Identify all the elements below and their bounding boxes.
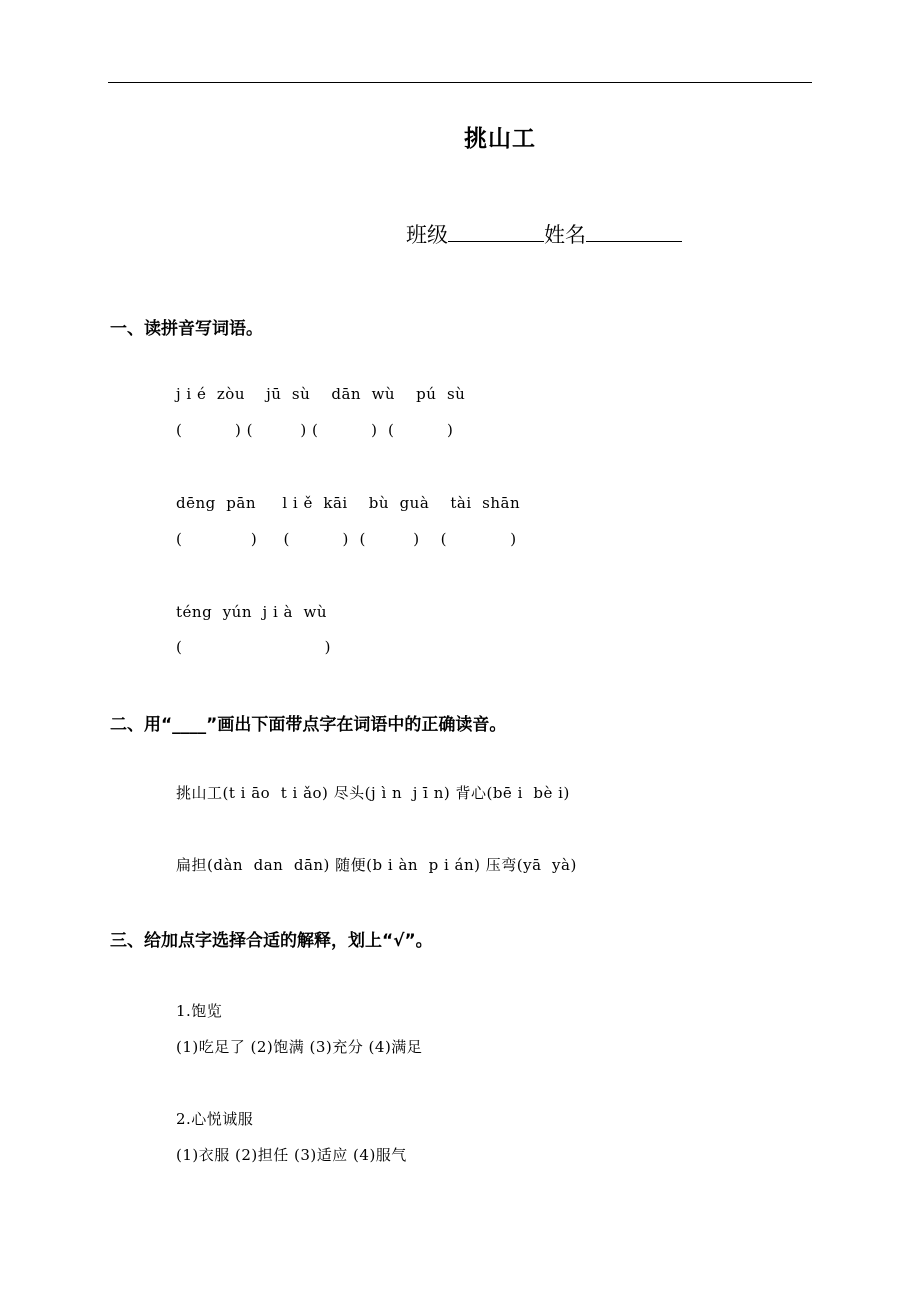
pinyin-row-1: j i é zòu jū sù dān wù pú sù bbox=[176, 385, 466, 403]
section3-heading: 三、给加点字选择合适的解释，划上“√”。 bbox=[110, 931, 433, 951]
pinyin-row-2: dēng pān l i ě kāi bù guà tài shān bbox=[176, 494, 521, 512]
class-blank[interactable] bbox=[448, 221, 544, 242]
student-info bbox=[406, 219, 682, 249]
page-title: 挑山工 bbox=[464, 126, 536, 152]
class-label: 班级 bbox=[406, 223, 448, 247]
section1-heading: 一、读拼音写词语。 bbox=[110, 319, 263, 339]
item-2-word: 2.心悦诚服 bbox=[176, 1110, 254, 1128]
answer-brackets-row-3[interactable]: ( ) bbox=[176, 638, 331, 656]
item-2-options: (1)衣服 (2)担任 (3)适应 (4)服气 bbox=[176, 1146, 407, 1164]
item-1-word: 1.饱览 bbox=[176, 1002, 223, 1020]
answer-brackets-row-1[interactable]: ( ) ( ) ( ) ( ) bbox=[176, 421, 454, 439]
reading-line-1: 挑山工(t i āo t i ǎo) 尽头(j ì n j ī n) 背心(bē i bè i) bbox=[176, 784, 570, 802]
name-label: 姓名 bbox=[544, 223, 586, 247]
name-blank[interactable] bbox=[586, 221, 682, 242]
answer-brackets-row-2[interactable]: ( ) ( ) ( ) ( ) bbox=[176, 530, 517, 548]
pinyin-row-3: téng yún j i à wù bbox=[176, 603, 327, 621]
section2-heading: 二、用“____”画出下面带点字在词语中的正确读音。 bbox=[110, 715, 507, 735]
top-rule bbox=[108, 82, 812, 83]
item-1-options: (1)吃足了 (2)饱满 (3)充分 (4)满足 bbox=[176, 1038, 423, 1056]
reading-line-2: 扁担(dàn dan dān) 随便(b i àn p i án) 压弯(yā yà) bbox=[176, 856, 577, 874]
